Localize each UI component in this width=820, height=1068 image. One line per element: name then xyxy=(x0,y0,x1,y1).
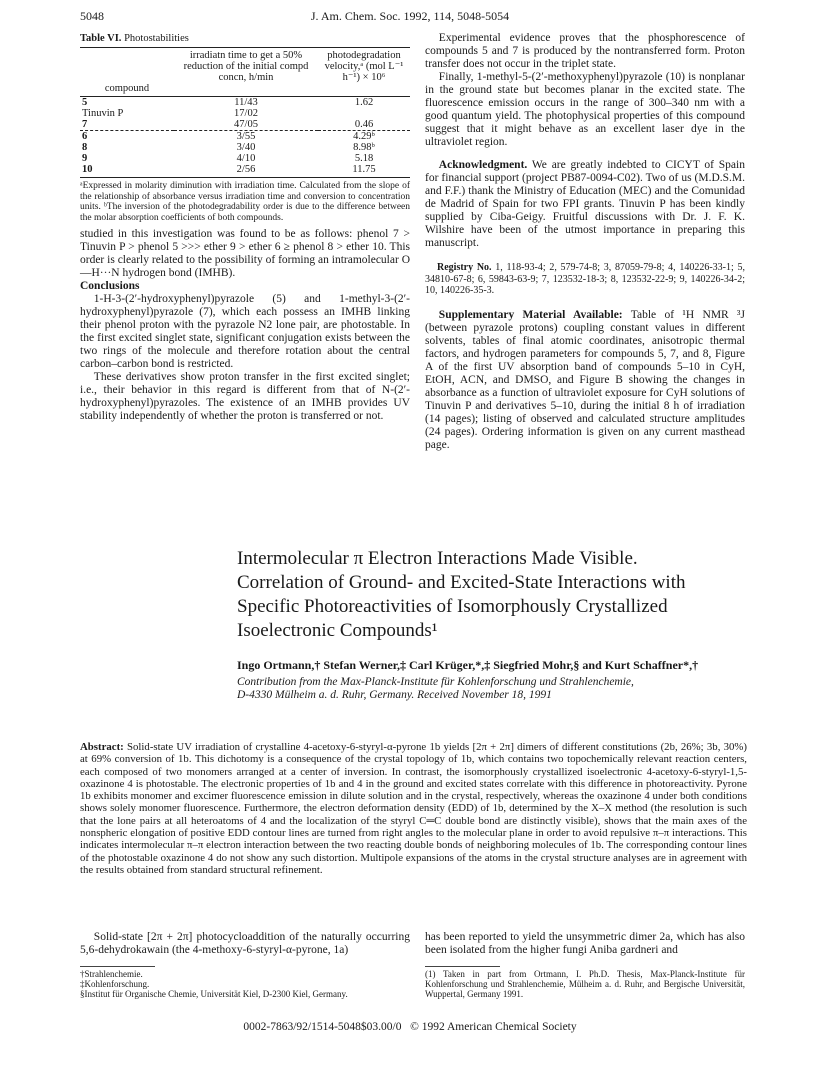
paragraph: 1-H-3-(2′-hydroxyphenyl)pyrazole (5) and 1-methyl-3-(2′-hydroxyphenyl)pyrazole (7), which each possess an IMHB linking their phenol proton with the pyrazole N2 lone pair, are photostable. In the first excited singlet state, significant conjugation exists between the two rings of the molecule and therefore rotation about the central carbon–carbon bond is restricted. xyxy=(80,293,410,370)
paragraph: Experimental evidence proves that the phosphorescence of compounds 5 and 7 is produced by the nontransferred form. Proton transfer does not occur in the triplet state. xyxy=(425,32,745,70)
table-row: 6 3/55 4.29ᵇ xyxy=(80,131,410,143)
page-footer: 0002-7863/92/1514-5048$03.00/0 © 1992 American Chemical Society xyxy=(243,1021,577,1033)
affiliation: Contribution from the Max-Planck-Institute für Kohlenforschung und Strahlenchemie, D-4330 Mülheim a. d. Ruhr, Germany. Received November 18, 1991 xyxy=(237,676,634,701)
reference-footnote: (1) Taken in part from Ortmann, I. Ph.D. Thesis, Max-Planck-Institute für Kohlenforschung und Strahlenchemie, Mülheim a. d. Ruhr, and Bergische Universität, Wuppertal, Germany 1991. xyxy=(425,969,745,999)
body-left: Solid-state [2π + 2π] photocycloaddition of the naturally occurring 5,6-dehydrokawain (the 4-methoxy-6-styryl-α-pyrone, 1a) xyxy=(80,931,410,956)
authors: Ingo Ortmann,† Stefan Werner,‡ Carl Krüger,*,‡ Siegfried Mohr,§ and Kurt Schaffner*,† xyxy=(237,658,699,672)
table-footnote: ᵃExpressed in molarity diminution with irradiation time. Calculated from the slope of the relationship of absorbance versus irradiation time and conversion to concentration units. ᵇThe inversion of the photodegradability order is due to the difference between the molar absorption coefficients of both compounds. xyxy=(80,181,410,223)
paragraph: Finally, 1-methyl-5-(2′-methoxyphenyl)pyrazole (10) is nonplanar in the ground state but becomes planar in the excited state. The fluorescence emission occurs in the range of 300–340 nm with a good quantum yield. The photophysical properties of this compound suggest that it might behave as an excellent laser dye in the ultraviolet region. xyxy=(425,71,745,148)
supplementary-material: Supplementary Material Available: Table of ¹H NMR ³J (between pyrazole protons) coupling constant values in different solvents, tables of final atomic coordinates, anisotropic thermal factors, and hydrogen parameters for compounds 5, 7, and 8, Figure A of the first UV absorption band of compounds 5–10 in CyH, EtOH, ACN, and DMSO, and Figure B showing the changes in absorbance as a function of ultraviolet exposure for CyH solutions of Tinuvin P and derivatives 5–10, during the initial 8 h of irradiation (14 pages); listing of observed and calculated structure amplitudes (24 pages). Ordering information is given on any current masthead page. xyxy=(425,308,745,451)
abstract: Abstract: Solid-state UV irradiation of crystalline 4-acetoxy-6-styryl-α-pyrone 1b yields [2π + 2π] dimers of different constitutions (2b, 26%; 3b, 30%) at 69% conversion of 1b. This dichotomy is a consequence of the crystal topology of 1b, which contains two topochemically relevant reaction centers, each composed of two monomers arranged at a center of inversion. In contrast, the isomorphously crystallized isoelectronic 4-acetoxy-6-styryl-1,5-oxazinone 4 is photostable. The electronic properties of 1b and 4 in the ground and excited states correlate with this difference in photoreactivity. Pyrone 1b exhibits monomer and excimer fluorescence emission in dilute solution and in the crystal, respectively, whereas the oxazinone 4 under both conditions shows solely monomer fluorescence. Furthermore, the electron deformation density (EDD) of 1b, determined by the X–X method (the resolution is such that the lone pairs at all heteroatoms of 4 and the localization of the styryl C═C double bond are distinctly visible), shows that the main axes of the nonspheric elongation of positive EDD contour lines are turned from right angles to the molecular plane in order to avoid repulsive π–π interactions. This indicates intermolecular π–π electron interaction between the two reacting double bonds of neighboring molecules of 1b. The corresponding contour lines of the photostable oxazinone 4 do not show any such distortion. Multipole expansions of the atoms in the crystal structure analyses are in agreement with the results obtained from standard structural refinement. xyxy=(80,741,748,876)
body-right: has been reported to yield the unsymmetric dimer 2a, which has also been isolated from the higher fungi Aniba gardneri and xyxy=(425,931,745,956)
acknowledgment: Acknowledgment. We are greatly indebted to CICYT of Spain for financial support (project PB87-0094-C02). Two of us (M.D.S.M. and F.F.) thank the Ministry of Education (MEC) and the Comunidad de Madrid of Spain for two FPI grants. Tinuvin P has been kindly supplied by Ciba-Geigy. Fruitful discussions with Dr. J. F. K. Wilshire have been of the utmost importance in preparing this manuscript. xyxy=(425,159,745,249)
col-velocity-header: photodegradation velocity,ᵃ (mol L⁻¹ h⁻¹) × 10⁶ xyxy=(318,48,410,84)
table-title: Table VI. Photostabilities xyxy=(80,33,189,44)
table-row: 7 47/05 0.46 xyxy=(82,119,374,130)
affiliation-footnotes: †Strahlenchemie. ‡Kohlenforschung. §Institut für Organische Chemie, Universität Kiel, D-2300 Kiel, Germany. xyxy=(80,969,348,999)
photostability-table xyxy=(80,47,410,178)
right-column xyxy=(425,32,745,452)
running-header: J. Am. Chem. Soc. 1992, 114, 5048-5054 xyxy=(310,9,510,23)
left-column xyxy=(80,32,410,423)
table-row: 5 11/43 1.62 xyxy=(82,97,374,108)
col-compound-header: compound xyxy=(80,83,174,97)
col-time-header: irradiatn time to get a 50% reduction of the initial compd concn, h/min xyxy=(174,48,318,84)
paragraph: studied in this investigation was found to be as follows: phenol 7 > Tinuvin P > phenol 5 >>> ether 9 > ether 6 ≥ phenol 8 > ether 10. This order is clearly related to the possibility of forming an intramolecular O—H···N hydrogen bond (IMHB). xyxy=(80,228,410,279)
footnote-rule xyxy=(425,966,500,967)
table-row: 10 2/56 11.75 xyxy=(80,164,410,178)
article-title: Intermolecular π Electron Interactions Made Visible. Correlation of Ground- and Excited-State Interactions with Specific Photoreactivities of Isomorphously Crystallized Isoelectronic Compounds¹ xyxy=(237,548,686,641)
footnote-rule xyxy=(80,966,155,967)
table-row: 9 4/10 5.18 xyxy=(82,153,374,164)
paragraph: These derivatives show proton transfer in the first excited singlet; i.e., their behavior in this regard is different from that of N-(2′-hydroxyphenyl)pyrazoles. The existence of an IMHB provides UV stability independently of whether the proton is transferred or not. xyxy=(80,371,410,422)
table-row: Tinuvin P 17/02 xyxy=(82,108,258,119)
section-heading: Conclusions xyxy=(80,280,140,292)
registry-numbers: Registry No. 1, 118-93-4; 2, 579-74-8; 3, 87059-79-8; 4, 140226-33-1; 5, 34810-67-8; 6, 59843-63-9; 7, 123532-18-3; 8, 123532-22-9; 9, 140226-34-2; 10, 140226-35-3. xyxy=(425,262,746,296)
table-row: 8 3/40 8.98ᵇ xyxy=(82,142,375,153)
page-number: 5048 xyxy=(80,9,104,23)
